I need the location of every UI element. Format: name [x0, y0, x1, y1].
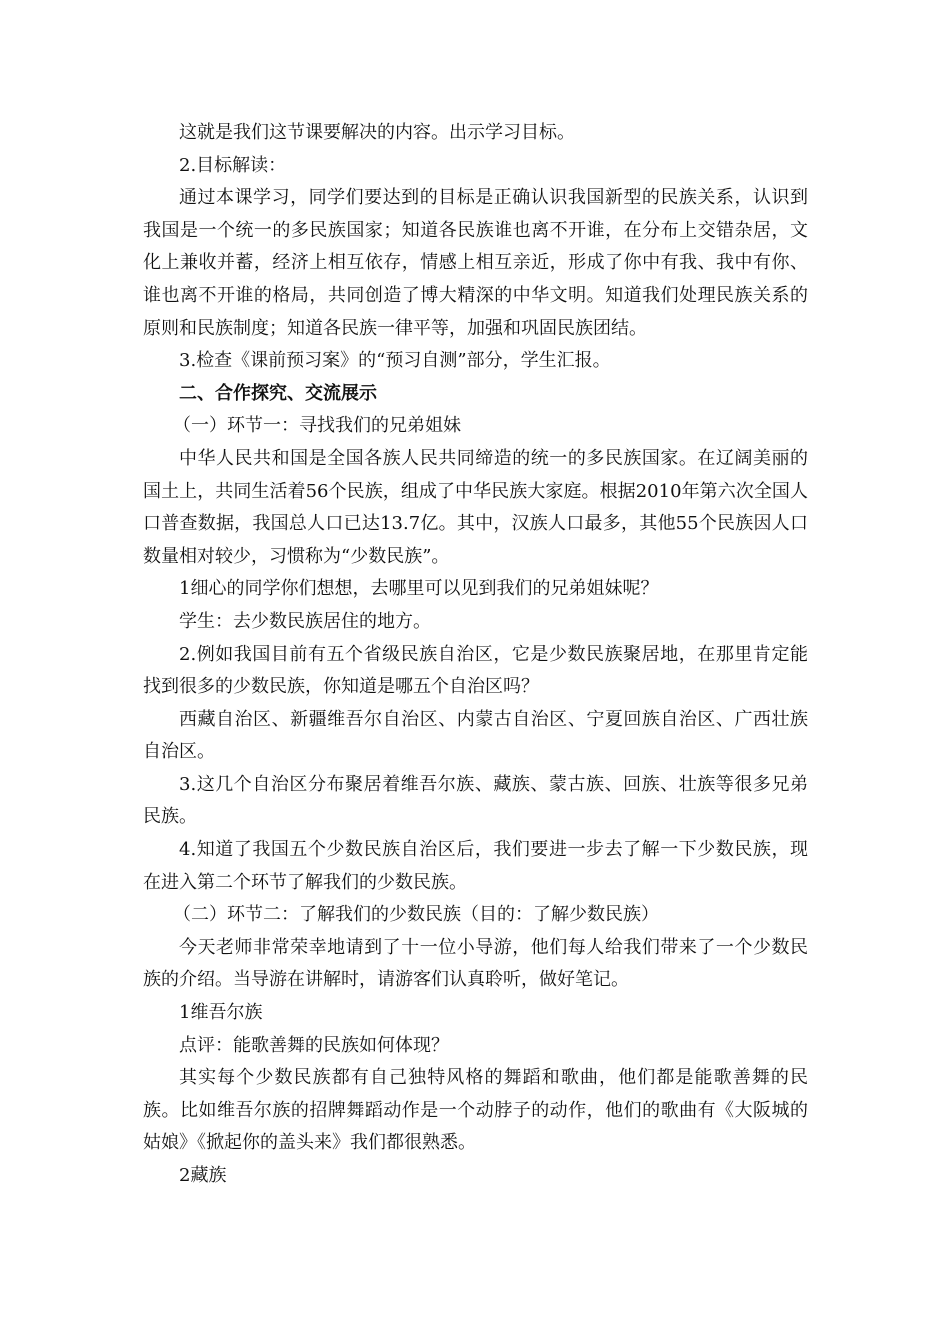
paragraph: 今天老师非常荣幸地请到了十一位小导游，他们每人给我们带来了一个少数民族的介绍。当导游在讲解时，请游客们认真聆听，做好笔记。 [143, 936, 808, 991]
paragraph: 3.检查《课前预习案》的“预习自测”部分，学生汇报。 [179, 350, 611, 372]
subsection-heading: （一）环节一：寻找我们的兄弟姐妹 [173, 415, 461, 437]
paragraph: 3.这几个自治区分布聚居着维吾尔族、藏族、蒙古族、回族、壮族等很多兄弟民族。 [143, 773, 808, 828]
paragraph: 中华人民共和国是全国各族人民共同缔造的统一的多民族国家。在辽阔美丽的国土上，共同生活着56个民族，组成了中华民族大家庭。根据2010年第六次全国人口普查数据，我国总人口已达13.7亿。其中，汉族人口最多，其他55个民族因人口数量相对较少，习惯称为“少数民族”。 [143, 447, 808, 567]
paragraph: 其实每个少数民族都有自己独特风格的舞蹈和歌曲，他们都是能歌善舞的民族。比如维吾尔族的招牌舞蹈动作是一个动脖子的动作，他们的歌曲有《大阪城的姑娘》《掀起你的盖头来》我们都很熟悉。 [143, 1067, 808, 1154]
document-page [143, 117, 808, 1193]
subsection-heading: （二）环节二：了解我们的少数民族（目的：了解少数民族） [173, 904, 659, 926]
section-heading: 二、合作探究、交流展示 [179, 382, 377, 404]
paragraph: 西藏自治区、新疆维吾尔自治区、内蒙古自治区、宁夏回族自治区、广西壮族自治区。 [143, 708, 808, 763]
paragraph: 学生：去少数民族居住的地方。 [179, 610, 431, 632]
paragraph: 2.例如我国目前有五个省级民族自治区，它是少数民族聚居地，在那里肯定能找到很多的少数民族，你知道是哪五个自治区吗？ [143, 643, 808, 698]
paragraph: 通过本课学习，同学们要达到的目标是正确认识我国新型的民族关系，认识到我国是一个统一的多民族国家；知道各民族谁也离不开谁，在分布上交错杂居，文化上兼收并蓄，经济上相互依存，情感上相互亲近，形成了你中有我、我中有你、谁也离不开谁的格局，共同创造了博大精深的中华文明。知道我们处理民族关系的原则和民族制度；知道各民族一律平等，加强和巩固民族团结。 [143, 187, 808, 339]
paragraph: 点评：能歌善舞的民族如何体现？ [179, 1034, 449, 1056]
paragraph: 2.目标解读： [179, 154, 287, 176]
paragraph: 4.知道了我国五个少数民族自治区后，我们要进一步去了解一下少数民族，现在进入第二个环节了解我们的少数民族。 [143, 839, 808, 893]
paragraph: 这就是我们这节课要解决的内容。出示学习目标。 [179, 122, 575, 143]
paragraph: 2藏族 [179, 1165, 227, 1186]
paragraph: 1细心的同学你们想想，去哪里可以见到我们的兄弟姐妹呢？ [179, 578, 659, 600]
paragraph: 1维吾尔族 [179, 1002, 263, 1024]
